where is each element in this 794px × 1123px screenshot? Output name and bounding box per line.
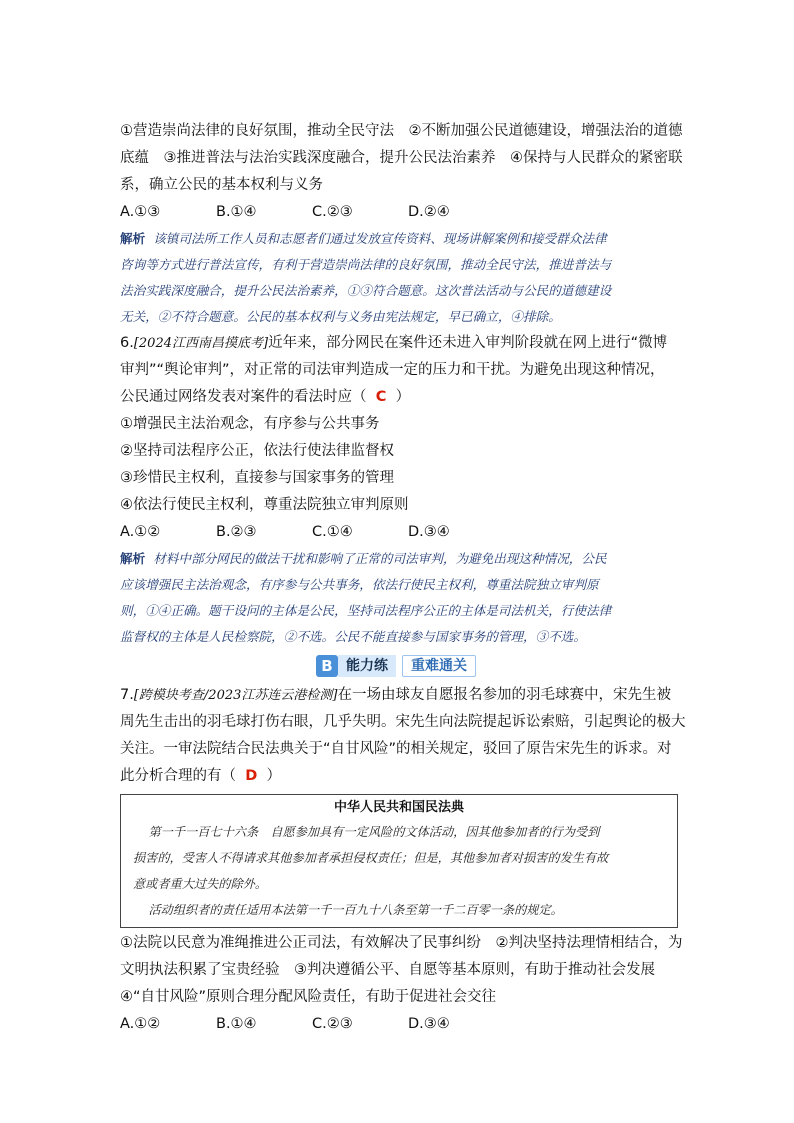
q7-text: 在一场由球友自愿报名参加的羽毛球赛中，宋先生被 [337, 687, 671, 703]
q7-text: 此分析合理的有（ [120, 768, 236, 784]
q5-explanation [120, 226, 678, 330]
explanation-line: 法治实践深度融合，提升公民法治素养，①③符合题意。这次普法活动与公民的道德建设 [120, 283, 612, 298]
section-subtitle: 重难通关 [402, 655, 476, 677]
option-c: C.①④ [312, 524, 353, 540]
answer-mark: C [375, 389, 387, 405]
civil-code-excerpt-box [120, 794, 678, 928]
q6-text: 近年来，部分网民在案件还未进入审判阶段就在网上进行“微博 [268, 335, 668, 351]
excerpt-line [133, 897, 665, 923]
explanation-text: 材料中部分网民的做法干扰和影响了正常的司法审判，为避免出现这种情况，公民 [153, 551, 607, 566]
section-letter-badge: B [316, 655, 338, 677]
option-d: D.③④ [408, 1016, 450, 1032]
excerpt-line: 损害的，受害人不得请求其他参加者承担侵权责任；但是，其他参加者对损害的发生有故 [133, 851, 609, 865]
explanation-line: 则，①④正确。题干设问的主体是公民，坚持司法程序公正的主体是司法机关，行使法律 [120, 603, 612, 618]
option-b: B.①④ [216, 204, 257, 220]
statement-item: ①增强民主法治观念，有序参与公共事务 [120, 416, 380, 432]
explanation-line: 监督权的主体是人民检察院，②不选。公民不能直接参与国家事务的管理，③不选。 [120, 629, 586, 644]
explanation-line: 咨询等方式进行普法宣传，有利于营造崇尚法律的良好氛围，推动全民守法，推进普法与 [120, 257, 612, 272]
statement-item: ④“自甘风险”原则合理分配风险责任，有助于促进社会交往 [120, 989, 497, 1005]
q6-stem [120, 330, 678, 411]
option-c: C.②③ [312, 204, 353, 220]
statement-item: ②坚持司法程序公正，依法行使法律监督权 [120, 443, 394, 459]
q7-line [120, 763, 678, 790]
question-source: [2024江西南昌摸底考] [133, 336, 269, 351]
question-source: [跨模块考查/2023江苏连云港检测] [133, 688, 338, 703]
explanation-line: 无关，②不符合题意。公民的基本权利与义务由宪法规定，早已确立，④排除。 [120, 309, 561, 324]
q6-text: ） [395, 389, 411, 405]
excerpt-title: 中华人民共和国民法典 [333, 800, 464, 815]
explanation-line [120, 226, 678, 252]
option-a: A.①② [120, 524, 161, 540]
option-c: C.②③ [312, 1016, 353, 1032]
q5-line: ①营造崇尚法律的良好氛围，推动全民守法 ②不断加强公民道德建设，增强法治的道德 [120, 123, 683, 139]
q7-text: ） [266, 768, 281, 784]
q5-line: 系，确立公民的基本权利与义务 [120, 177, 323, 193]
explanation-label: 解析 [120, 551, 146, 566]
excerpt-text: 活动组织者的责任适用本法第一千一百九十八条至第一千二百零一条的规定。 [148, 903, 563, 917]
q5-line: 底蕴 ③推进普法与法治实践深度融合，提升公民法治素养 ④保持与人民群众的紧密联 [120, 150, 683, 166]
excerpt-line [133, 819, 665, 845]
answer-mark: D [245, 768, 258, 784]
explanation-label: 解析 [120, 231, 146, 246]
q6-explanation [120, 546, 678, 650]
q6-line [120, 330, 678, 357]
option-d: D.②④ [408, 204, 450, 220]
q5-stem [120, 118, 683, 199]
q6-text: 公民通过网络发表对案件的看法时应（ [120, 389, 367, 405]
q7-items [120, 930, 683, 1011]
option-a: A.①② [120, 1016, 161, 1032]
explanation-line [120, 546, 678, 572]
statement-item: 文明执法积累了宝贵经验 ③判决遵循公平、自愿等基本原则，有助于推动社会发展 [120, 962, 655, 978]
question-number: 6. [120, 335, 134, 351]
q7-line: 周先生击出的羽毛球打伤右眼，几乎失明。宋先生向法院提起诉讼索赔，引起舆论的极大 [120, 714, 686, 730]
statement-item: ①法院以民意为准绳推进公正司法，有效解决了民事纠纷 ②判决坚持法理情相结合，为 [120, 935, 683, 951]
excerpt-text: 第一千一百七十六条 自愿参加具有一定风险的文体活动，因其他参加者的行为受到 [148, 825, 600, 839]
q6-items [120, 411, 678, 519]
page-content [120, 118, 686, 1038]
statement-item: ③珍惜民主权利，直接参与国家事务的管理 [120, 470, 394, 486]
option-b: B.②③ [216, 524, 257, 540]
q6-line: 审判”“舆论审判”，对正常的司法审判造成一定的压力和干扰。为避免出现这种情况， [120, 362, 665, 378]
option-b: B.①④ [216, 1016, 257, 1032]
q7-stem [120, 682, 686, 790]
explanation-text: 该镇司法所工作人员和志愿者们通过发放宣传资料、现场讲解案例和接受群众法律 [153, 231, 607, 246]
excerpt-line: 意或者重大过失的除外。 [133, 877, 268, 891]
option-a: A.①③ [120, 204, 161, 220]
explanation-line: 应该增强民主法治观念，有序参与公共事务，依法行使民主权利，尊重法院独立审判原 [120, 577, 599, 592]
section-title: 能力练 [338, 655, 396, 677]
question-number: 7. [120, 687, 134, 703]
q6-options [120, 519, 678, 546]
q7-line: 关注。一审法院结合民法典关于“自甘风险”的相关规定，驳回了原告宋先生的诉求。对 [120, 741, 672, 757]
q7-options [120, 1011, 678, 1038]
option-d: D.③④ [408, 524, 450, 540]
q7-line [120, 682, 678, 709]
q5-options [120, 199, 678, 226]
statement-item: ④依法行使民主权利，尊重法院独立审判原则 [120, 497, 409, 513]
section-banner [316, 654, 678, 678]
q6-line [120, 384, 678, 411]
